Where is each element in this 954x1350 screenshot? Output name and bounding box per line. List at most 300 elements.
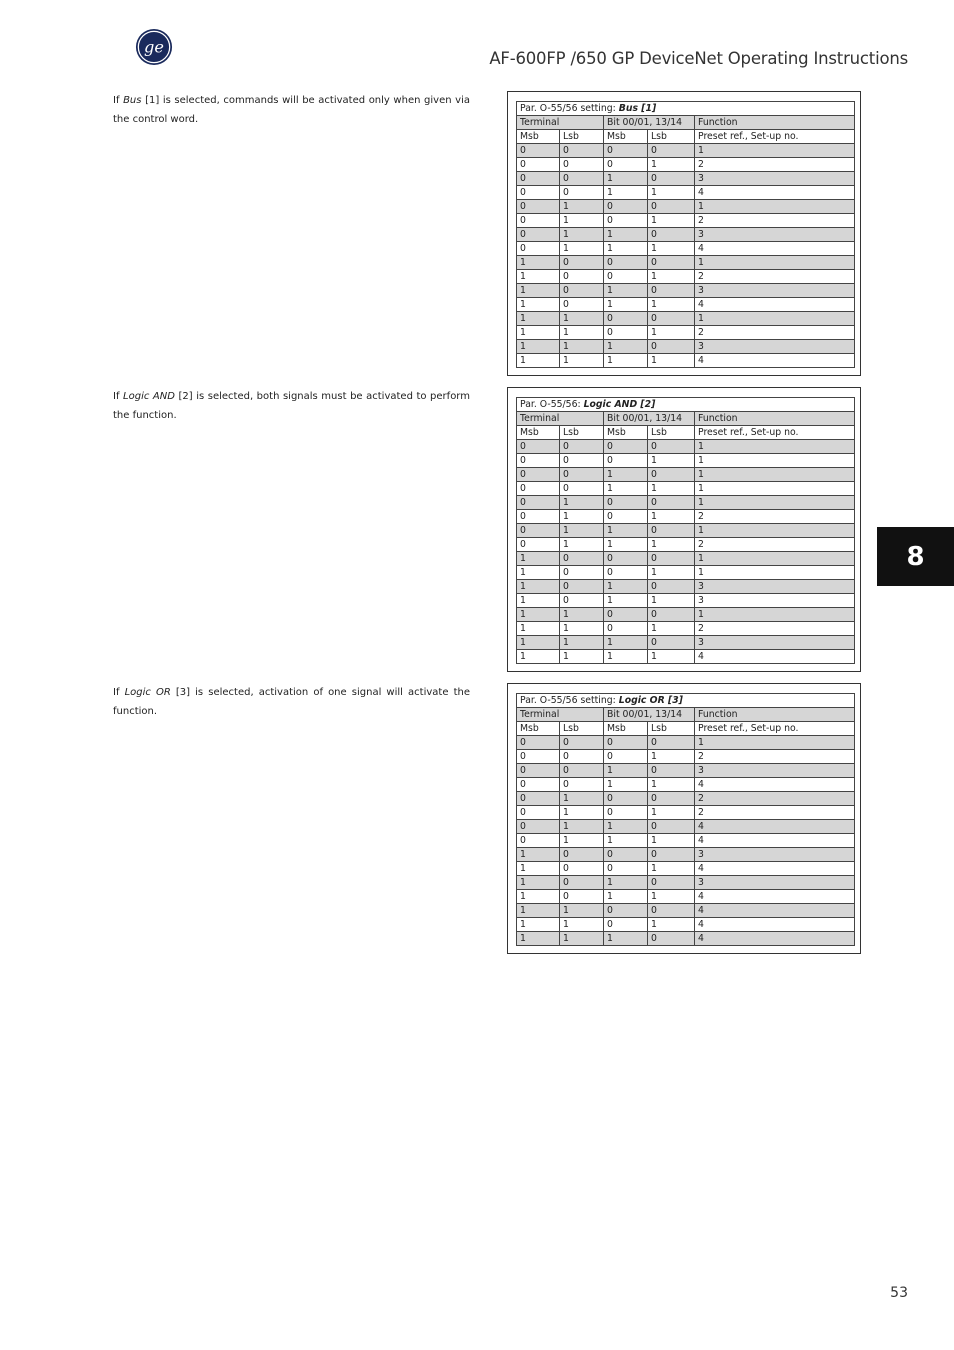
table-cell: 1 (560, 904, 604, 918)
table-cell: 1 (695, 496, 855, 510)
table-cell: 3 (695, 764, 855, 778)
table-caption (517, 398, 855, 412)
table-row (517, 270, 855, 284)
document-title: AF-600FP /650 GP DeviceNet Operating Instructions (489, 49, 908, 68)
table-cell: 1 (695, 482, 855, 496)
table-cell: 1 (604, 242, 648, 256)
table-cell: 1 (560, 242, 604, 256)
table-cell: 0 (560, 566, 604, 580)
table-cell: 1 (648, 594, 695, 608)
table-cell: 1 (560, 636, 604, 650)
table-cell: 0 (517, 242, 560, 256)
table-cell: 4 (695, 890, 855, 904)
table-cell: 1 (695, 312, 855, 326)
table-cell: 4 (695, 820, 855, 834)
table-cell: 0 (648, 228, 695, 242)
table-cell: 2 (695, 510, 855, 524)
column-header: Msb (517, 722, 560, 736)
table-cell: 0 (560, 454, 604, 468)
table-cell: 0 (517, 482, 560, 496)
table-cell: 1 (604, 834, 648, 848)
table-cell: 1 (560, 354, 604, 368)
table-cell: 1 (560, 650, 604, 664)
table-cell: 0 (604, 144, 648, 158)
table-cell: 0 (648, 440, 695, 454)
group-header-terminal: Terminal (517, 708, 604, 722)
caption-prefix: Par. O-55/56: (520, 398, 584, 410)
table-cell: 1 (517, 312, 560, 326)
table-row (517, 144, 855, 158)
caption-prefix: Par. O-55/56 setting: (520, 694, 619, 706)
table-cell: 0 (517, 158, 560, 172)
table-cell: 0 (517, 736, 560, 750)
logic-and-description: If Logic AND [2] is selected, both signals must be activated to perform the function. (113, 391, 470, 421)
column-header: Msb (604, 722, 648, 736)
table-cell: 1 (560, 622, 604, 636)
table-cell: 0 (648, 552, 695, 566)
table-cell: 4 (695, 242, 855, 256)
table-cell: 0 (604, 862, 648, 876)
table-cell: 0 (604, 750, 648, 764)
table-cell: 4 (695, 354, 855, 368)
table-cell: 1 (517, 594, 560, 608)
table-cell: 1 (695, 440, 855, 454)
column-header: Preset ref., Set-up no. (695, 722, 855, 736)
caption-prefix: Par. O-55/56 setting: (520, 102, 619, 114)
column-header: Lsb (648, 130, 695, 144)
table-cell: 2 (695, 326, 855, 340)
table-cell: 0 (648, 792, 695, 806)
column-header: Msb (604, 426, 648, 440)
table-row (517, 736, 855, 750)
table-cell: 0 (648, 876, 695, 890)
table-row (517, 750, 855, 764)
logic-or-table-frame (507, 683, 861, 954)
table-cell: 0 (517, 172, 560, 186)
table-row (517, 594, 855, 608)
table-cell: 1 (648, 778, 695, 792)
table-cell: 1 (604, 284, 648, 298)
table-cell: 3 (695, 594, 855, 608)
column-header: Msb (517, 130, 560, 144)
table-cell: 0 (517, 538, 560, 552)
table-cell: 0 (560, 552, 604, 566)
table-cell: 1 (648, 510, 695, 524)
table-cell: 1 (695, 566, 855, 580)
table-cell: 0 (604, 736, 648, 750)
table-cell: 4 (695, 862, 855, 876)
table-cell: 1 (604, 594, 648, 608)
table-cell: 1 (517, 608, 560, 622)
table-caption-row (517, 694, 855, 708)
table-cell: 2 (695, 538, 855, 552)
table-cell: 0 (560, 158, 604, 172)
table-row (517, 834, 855, 848)
table-cell: 1 (560, 496, 604, 510)
table-cell: 0 (648, 820, 695, 834)
table-cell: 0 (560, 876, 604, 890)
group-header-function: Function (695, 412, 855, 426)
table-cell: 0 (648, 904, 695, 918)
table-row (517, 510, 855, 524)
table-cell: 1 (560, 834, 604, 848)
ge-logo-icon (135, 28, 173, 66)
table-cell: 0 (560, 270, 604, 284)
table-cell: 1 (517, 552, 560, 566)
table-cell: 1 (695, 200, 855, 214)
table-cell: 1 (517, 284, 560, 298)
table-cell: 0 (604, 312, 648, 326)
table-row (517, 482, 855, 496)
table-cell: 0 (604, 848, 648, 862)
table-cell: 0 (648, 468, 695, 482)
table-cell: 1 (648, 186, 695, 200)
table-cell: 2 (695, 622, 855, 636)
table-cell: 1 (560, 524, 604, 538)
table-cell: 0 (604, 440, 648, 454)
table-cell: 1 (517, 650, 560, 664)
table-cell: 0 (517, 214, 560, 228)
table-cell: 0 (560, 440, 604, 454)
table-cell: 3 (695, 172, 855, 186)
table-group-header-row (517, 116, 855, 130)
table-cell: 0 (604, 496, 648, 510)
group-header-function: Function (695, 116, 855, 130)
table-cell: 0 (560, 736, 604, 750)
table-cell: 1 (648, 834, 695, 848)
table-row (517, 806, 855, 820)
table-cell: 1 (604, 172, 648, 186)
table-cell: 0 (517, 454, 560, 468)
table-cell: 4 (695, 904, 855, 918)
table-cell: 1 (648, 538, 695, 552)
table-cell: 1 (560, 326, 604, 340)
table-cell: 0 (560, 284, 604, 298)
table-cell: 0 (517, 750, 560, 764)
table-cell: 1 (604, 340, 648, 354)
table-cell: 1 (560, 608, 604, 622)
table-row (517, 454, 855, 468)
table-cell: 0 (517, 228, 560, 242)
table-cell: 1 (648, 354, 695, 368)
table-cell: 0 (517, 806, 560, 820)
table-cell: 0 (517, 200, 560, 214)
table-cell: 2 (695, 270, 855, 284)
table-cell: 1 (604, 298, 648, 312)
table-cell: 1 (604, 354, 648, 368)
group-header-bits: Bit 00/01, 13/14 (604, 708, 695, 722)
table-cell: 1 (648, 622, 695, 636)
table-cell: 0 (648, 608, 695, 622)
table-cell: 0 (604, 200, 648, 214)
table-row (517, 918, 855, 932)
table-cell: 1 (517, 932, 560, 946)
table-row (517, 256, 855, 270)
table-cell: 1 (695, 454, 855, 468)
table-cell: 1 (648, 566, 695, 580)
table-cell: 0 (560, 890, 604, 904)
table-cell: 1 (517, 566, 560, 580)
table-cell: 1 (648, 918, 695, 932)
table-cell: 1 (560, 792, 604, 806)
table-cell: 4 (695, 186, 855, 200)
table-row (517, 792, 855, 806)
table-row (517, 890, 855, 904)
bus-setting-table (516, 101, 855, 368)
table-cell: 2 (695, 806, 855, 820)
table-row (517, 312, 855, 326)
table-row (517, 650, 855, 664)
table-cell: 2 (695, 792, 855, 806)
table-cell: 0 (648, 524, 695, 538)
table-cell: 0 (560, 186, 604, 200)
table-cell: 1 (517, 622, 560, 636)
table-cell: 1 (604, 482, 648, 496)
table-caption (517, 102, 855, 116)
table-row (517, 820, 855, 834)
table-cell: 1 (517, 862, 560, 876)
table-row (517, 340, 855, 354)
table-cell: 4 (695, 778, 855, 792)
table-cell: 0 (604, 918, 648, 932)
caption-setting: Bus [1] (618, 102, 657, 114)
table-row (517, 172, 855, 186)
column-header: Lsb (648, 426, 695, 440)
table-caption (517, 694, 855, 708)
table-cell: 0 (604, 552, 648, 566)
table-cell: 1 (517, 354, 560, 368)
table-cell: 1 (648, 454, 695, 468)
table-row (517, 764, 855, 778)
table-row (517, 622, 855, 636)
table-row (517, 778, 855, 792)
table-cell: 0 (517, 186, 560, 200)
table-cell: 0 (560, 482, 604, 496)
table-cell: 0 (648, 340, 695, 354)
table-cell: 0 (604, 214, 648, 228)
table-cell: 0 (517, 834, 560, 848)
table-cell: 0 (517, 778, 560, 792)
table-cell: 0 (604, 608, 648, 622)
table-cell: 0 (560, 144, 604, 158)
table-cell: 4 (695, 932, 855, 946)
table-cell: 0 (517, 510, 560, 524)
table-cell: 0 (517, 144, 560, 158)
table-cell: 0 (648, 636, 695, 650)
table-cell: 1 (695, 256, 855, 270)
table-cell: 0 (648, 256, 695, 270)
table-cell: 0 (648, 736, 695, 750)
table-row (517, 158, 855, 172)
logic-or-description: If Logic OR [3] is selected, activation of one signal will activate the function. (113, 687, 470, 717)
svg-text:ge: ge (144, 37, 164, 57)
table-cell: 1 (648, 158, 695, 172)
table-cell: 1 (517, 270, 560, 284)
table-cell: 1 (560, 806, 604, 820)
table-cell: 0 (560, 172, 604, 186)
table-cell: 1 (648, 482, 695, 496)
column-header: Msb (604, 130, 648, 144)
table-cell: 3 (695, 636, 855, 650)
table-cell: 1 (604, 820, 648, 834)
table-cell: 0 (517, 468, 560, 482)
table-cell: 1 (560, 340, 604, 354)
table-row (517, 876, 855, 890)
caption-setting: Logic AND [2] (583, 398, 656, 410)
group-header-function: Function (695, 708, 855, 722)
table-cell: 1 (560, 200, 604, 214)
table-cell: 1 (648, 806, 695, 820)
table-column-header-row (517, 426, 855, 440)
table-cell: 1 (648, 862, 695, 876)
table-row (517, 608, 855, 622)
table-cell: 0 (560, 594, 604, 608)
table-cell: 0 (560, 750, 604, 764)
table-caption-row (517, 398, 855, 412)
table-cell: 0 (517, 792, 560, 806)
table-row (517, 552, 855, 566)
table-cell: 0 (604, 566, 648, 580)
table-cell: 1 (604, 524, 648, 538)
table-row (517, 636, 855, 650)
table-cell: 1 (648, 298, 695, 312)
table-row (517, 468, 855, 482)
table-cell: 0 (517, 496, 560, 510)
table-cell: 0 (648, 580, 695, 594)
table-cell: 0 (648, 496, 695, 510)
table-cell: 1 (695, 144, 855, 158)
table-cell: 1 (604, 778, 648, 792)
table-cell: 3 (695, 876, 855, 890)
caption-setting: Logic OR [3] (618, 694, 683, 706)
column-header: Preset ref., Set-up no. (695, 130, 855, 144)
table-row (517, 862, 855, 876)
table-cell: 0 (604, 622, 648, 636)
column-header: Lsb (560, 426, 604, 440)
table-cell: 1 (648, 214, 695, 228)
table-row (517, 848, 855, 862)
group-header-terminal: Terminal (517, 116, 604, 130)
group-header-terminal: Terminal (517, 412, 604, 426)
table-cell: 0 (604, 904, 648, 918)
column-header: Preset ref., Set-up no. (695, 426, 855, 440)
table-cell: 1 (604, 876, 648, 890)
table-column-header-row (517, 722, 855, 736)
table-group-header-row (517, 412, 855, 426)
table-cell: 1 (560, 932, 604, 946)
table-cell: 1 (517, 326, 560, 340)
table-cell: 1 (517, 298, 560, 312)
table-cell: 0 (604, 806, 648, 820)
table-cell: 0 (604, 270, 648, 284)
table-cell: 1 (604, 538, 648, 552)
table-column-header-row (517, 130, 855, 144)
table-cell: 0 (560, 764, 604, 778)
table-cell: 1 (517, 340, 560, 354)
table-row (517, 214, 855, 228)
table-cell: 1 (648, 270, 695, 284)
table-cell: 2 (695, 750, 855, 764)
chapter-tab: 8 (877, 527, 954, 586)
column-header: Lsb (560, 722, 604, 736)
column-header: Lsb (560, 130, 604, 144)
table-cell: 0 (604, 454, 648, 468)
table-row (517, 496, 855, 510)
page-number: 53 (890, 1285, 908, 1301)
table-row (517, 200, 855, 214)
table-cell: 0 (648, 144, 695, 158)
table-cell: 1 (604, 468, 648, 482)
table-cell: 0 (517, 524, 560, 538)
table-row (517, 298, 855, 312)
table-cell: 1 (695, 468, 855, 482)
table-cell: 0 (517, 820, 560, 834)
table-cell: 0 (604, 326, 648, 340)
table-caption-row (517, 102, 855, 116)
table-cell: 1 (517, 890, 560, 904)
table-cell: 1 (517, 256, 560, 270)
table-row (517, 566, 855, 580)
table-cell: 1 (604, 636, 648, 650)
table-cell: 1 (604, 650, 648, 664)
table-cell: 0 (648, 932, 695, 946)
table-cell: 0 (604, 256, 648, 270)
table-cell: 1 (517, 636, 560, 650)
table-row (517, 580, 855, 594)
column-header: Msb (517, 426, 560, 440)
logic-and-setting-table (516, 397, 855, 664)
logic-or-setting-table (516, 693, 855, 946)
table-cell: 0 (560, 468, 604, 482)
table-cell: 1 (695, 736, 855, 750)
bus-table-frame (507, 91, 861, 376)
table-row (517, 186, 855, 200)
table-row (517, 284, 855, 298)
table-row (517, 440, 855, 454)
table-cell: 1 (560, 538, 604, 552)
table-cell: 1 (648, 890, 695, 904)
table-cell: 2 (695, 158, 855, 172)
table-cell: 3 (695, 340, 855, 354)
table-group-header-row (517, 708, 855, 722)
table-cell: 0 (560, 778, 604, 792)
table-cell: 1 (560, 228, 604, 242)
table-cell: 1 (695, 608, 855, 622)
table-cell: 0 (648, 200, 695, 214)
table-cell: 4 (695, 650, 855, 664)
table-cell: 0 (560, 256, 604, 270)
table-cell: 1 (604, 228, 648, 242)
table-cell: 1 (604, 580, 648, 594)
table-cell: 0 (560, 848, 604, 862)
table-cell: 3 (695, 580, 855, 594)
table-cell: 0 (604, 510, 648, 524)
table-cell: 1 (517, 918, 560, 932)
table-cell: 0 (517, 440, 560, 454)
table-cell: 0 (560, 862, 604, 876)
table-cell: 0 (517, 764, 560, 778)
table-cell: 1 (560, 820, 604, 834)
table-cell: 0 (648, 764, 695, 778)
table-cell: 2 (695, 214, 855, 228)
table-row (517, 538, 855, 552)
table-cell: 1 (517, 848, 560, 862)
table-cell: 1 (695, 552, 855, 566)
table-cell: 1 (604, 932, 648, 946)
table-cell: 1 (560, 214, 604, 228)
group-header-bits: Bit 00/01, 13/14 (604, 412, 695, 426)
group-header-bits: Bit 00/01, 13/14 (604, 116, 695, 130)
